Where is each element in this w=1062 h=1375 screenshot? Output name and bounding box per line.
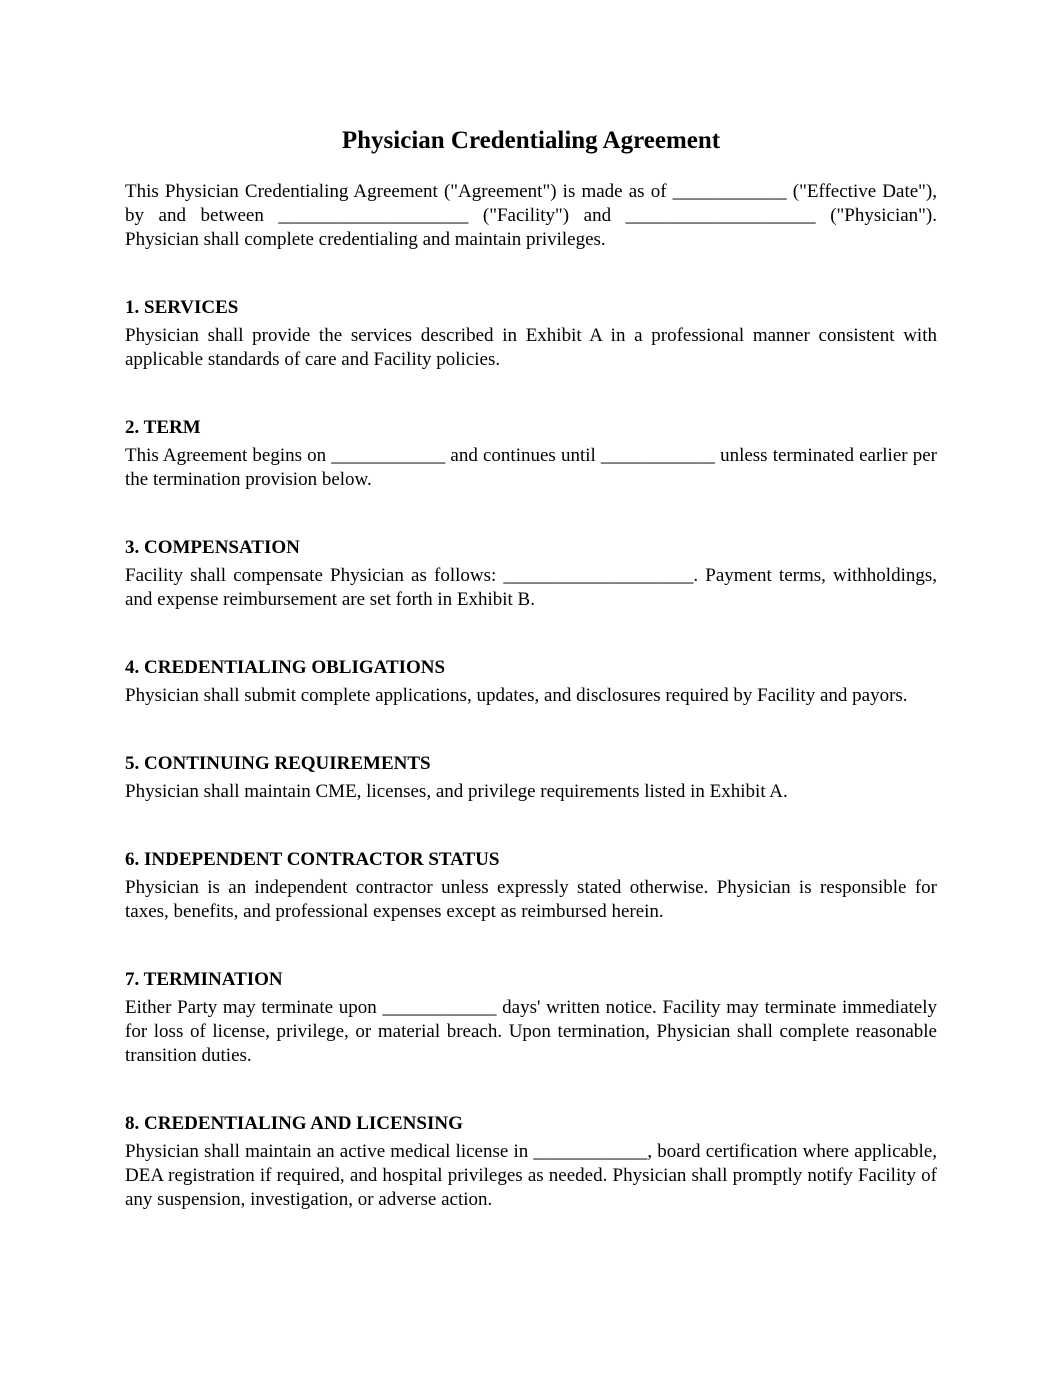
section-heading: 4. CREDENTIALING OBLIGATIONS [125,657,446,678]
section-body: Physician shall maintain an active medical license in ____________, board certification where applicable, DEA registration if required, and hospital privileges as needed. Physician shall promptly notify Facility of any suspension, investigation, or adverse action. [125,1141,937,1210]
section-body: Facility shall compensate Physician as follows: ____________________. Payment terms, withholdings, and expense reimbursement are set forth in Exhibit B. [125,565,937,610]
intro-paragraph: This Physician Credentialing Agreement ("Agreement") is made as of ____________ ("Effective Date"), by and between ____________________ ("Facility") and ____________________ ("Physician"). Physician shall complete credentialing and maintain privileges. [125,181,937,250]
section-termination [125,968,937,1068]
section-body: Physician shall submit complete applications, updates, and disclosures required by Facility and payors. [125,685,908,706]
document-page [125,124,937,1212]
section-heading: 8. CREDENTIALING AND LICENSING [125,1113,463,1134]
section-heading: 1. SERVICES [125,297,239,318]
section-body: Physician shall provide the services described in Exhibit A in a professional manner consistent with applicable standards of care and Facility policies. [125,325,937,370]
section-heading: 7. TERMINATION [125,969,283,990]
section-heading: 6. INDEPENDENT CONTRACTOR STATUS [125,849,500,870]
section-continuing-requirements [125,752,937,804]
section-body: Physician shall maintain CME, licenses, and privilege requirements listed in Exhibit A. [125,781,788,802]
section-body: This Agreement begins on ____________ and continues until ____________ unless terminated earlier per the termination provision below. [125,445,937,490]
section-credentialing-and-licensing [125,1112,937,1212]
section-heading: 5. CONTINUING REQUIREMENTS [125,753,431,774]
section-body: Either Party may terminate upon ____________ days' written notice. Facility may terminate immediately for loss of license, privilege, or material breach. Upon termination, Physician shall complete reasonable transition duties. [125,997,937,1066]
section-credentialing-obligations [125,656,937,708]
section-heading: 2. TERM [125,417,201,438]
section-independent-contractor-status [125,848,937,924]
section-term [125,416,937,492]
section-body: Physician is an independent contractor unless expressly stated otherwise. Physician is responsible for taxes, benefits, and professional expenses except as reimbursed herein. [125,877,937,922]
section-compensation [125,536,937,612]
section-heading: 3. COMPENSATION [125,537,300,558]
section-services [125,296,937,372]
document-title: Physician Credentialing Agreement [341,127,721,154]
